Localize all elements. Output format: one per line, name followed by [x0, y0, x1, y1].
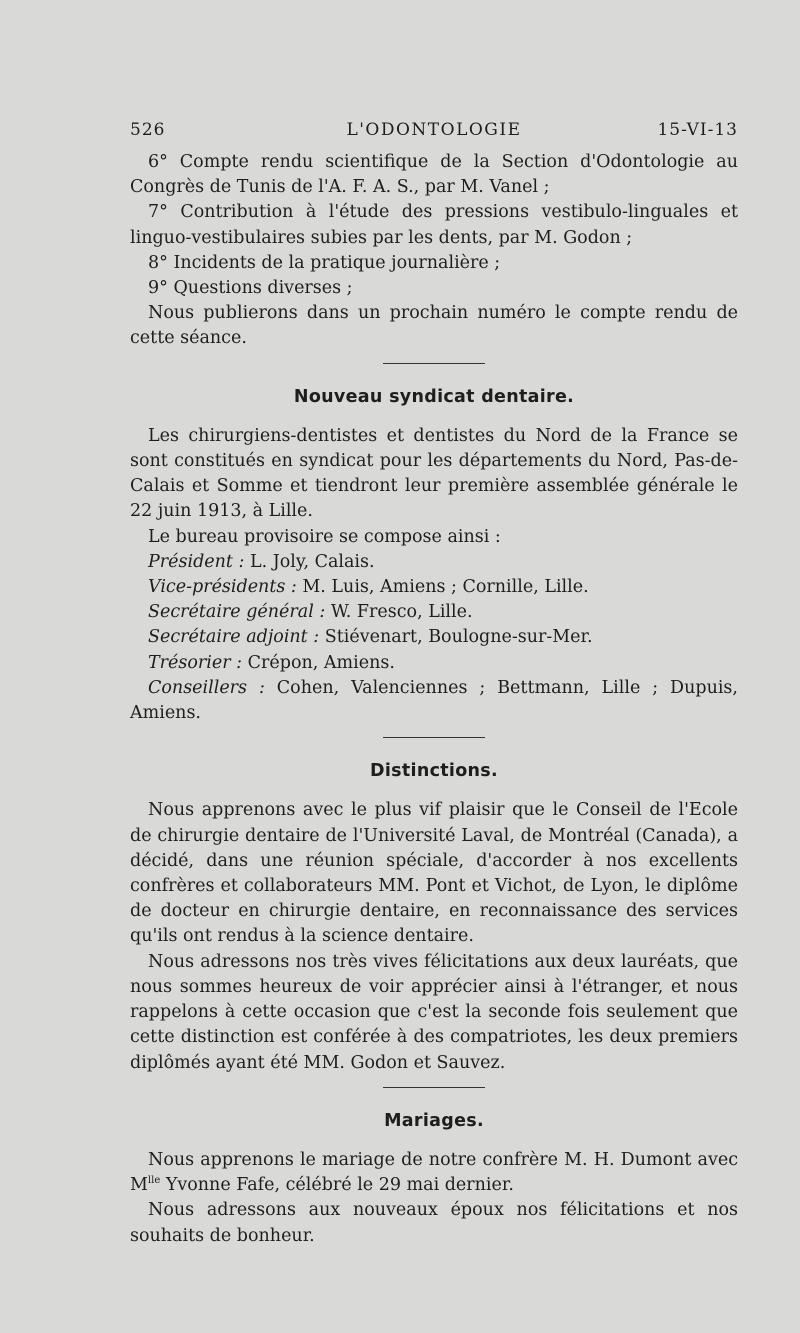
member-role: Trésorier :	[148, 652, 243, 673]
page-number: 526	[130, 120, 166, 140]
mariages-paragraph-1	[130, 1148, 738, 1198]
mariages-text-start: Nous apprenons le mariage de notre confrère M. H. Dumont avec M	[130, 1149, 738, 1196]
member-name: W. Fresco, Lille.	[330, 602, 473, 623]
agenda-item-7: 7° Contribution à l'étude des pressions vestibulo-linguales et linguo-vestibulaires subies par les dents, par M. Godon ;	[130, 202, 738, 248]
bureau-member	[130, 550, 738, 575]
section-title-syndicat: Nouveau syndicat dentaire.	[293, 386, 575, 407]
section-divider	[383, 363, 485, 364]
member-name: Cohen, Valenciennes ; Bettmann, Lille ; Dupuis, Amiens.	[130, 677, 738, 724]
member-name: L. Joly, Calais.	[249, 551, 375, 572]
member-role: Vice-présidents :	[148, 577, 297, 598]
journal-title: L'ODONTOLOGIE	[346, 120, 522, 140]
member-name: M. Luis, Amiens ; Cornille, Lille.	[302, 577, 589, 598]
agenda-item-9: 9° Questions diverses ;	[148, 278, 353, 299]
bureau-member	[130, 600, 738, 625]
section-divider	[383, 1087, 485, 1088]
running-header	[130, 120, 738, 144]
member-name: Stiévenart, Boulogne-sur-Mer.	[324, 627, 593, 648]
member-role: Conseillers :	[148, 677, 265, 698]
syndicat-intro: Les chirurgiens-dentistes et dentistes du Nord de la France se sont constitués en syndicat pour les départements du Nord, Pas-de-Calais et Somme et tiendront leur première assemblée générale le 22 juin 1913, à Lille.	[130, 425, 738, 522]
member-role: Président :	[148, 551, 245, 572]
distinctions-paragraph-1: Nous apprenons avec le plus vif plaisir que le Conseil de l'Ecole de chirurgie dentaire de l'Université Laval, de Montréal (Canada), a décidé, dans une réunion spéciale, d'accorder à nos excellents confrères et collaborateurs MM. Pont et Vichot, de Lyon, le diplôme de docteur en chirurgie dentaire, en reconnaissance des services qu'ils ont rendus à la science dentaire.	[130, 800, 738, 947]
agenda-item-8: 8° Incidents de la pratique journalière ;	[148, 252, 501, 273]
agenda-item-6: 6° Compte rendu scientifique de la Section d'Odontologie au Congrès de Tunis de l'A. F. A. S., par M. Vanel ;	[130, 152, 738, 198]
section-title-mariages: Mariages.	[384, 1110, 484, 1131]
bureau-member	[130, 676, 738, 726]
page-body	[130, 150, 738, 1249]
bureau-member	[130, 651, 738, 676]
distinctions-paragraph-2: Nous adressons nos très vives félicitations aux deux lauréats, que nous sommes heureux de voir apprécier ainsi à l'étranger, et nous rappelons à cette occasion que c'est la seconde fois seulement que cette distinction est conférée à des compatriotes, les deux premiers diplômés ayant été MM. Godon et Sauvez.	[130, 951, 738, 1073]
issue-date: 15-VI-13	[657, 120, 738, 140]
section-divider	[383, 737, 485, 738]
section-title-distinctions: Distinctions.	[370, 761, 498, 782]
member-role: Secrétaire général :	[148, 602, 326, 623]
member-name: Crépon, Amiens.	[247, 652, 395, 673]
mariages-text-end: Yvonne Fafe, célébré le 29 mai dernier.	[160, 1175, 514, 1196]
abbreviation-superscript: lle	[147, 1175, 161, 1187]
syndicat-bureau: Le bureau provisoire se compose ainsi :	[148, 526, 501, 547]
mariages-paragraph-2: Nous adressons aux nouveaux époux nos félicitations et nos souhaits de bonheur.	[130, 1200, 738, 1246]
member-role: Secrétaire adjoint :	[148, 627, 320, 648]
bureau-member	[130, 625, 738, 650]
bureau-member	[130, 575, 738, 600]
agenda-closing: Nous publierons dans un prochain numéro le compte rendu de cette séance.	[130, 303, 738, 349]
